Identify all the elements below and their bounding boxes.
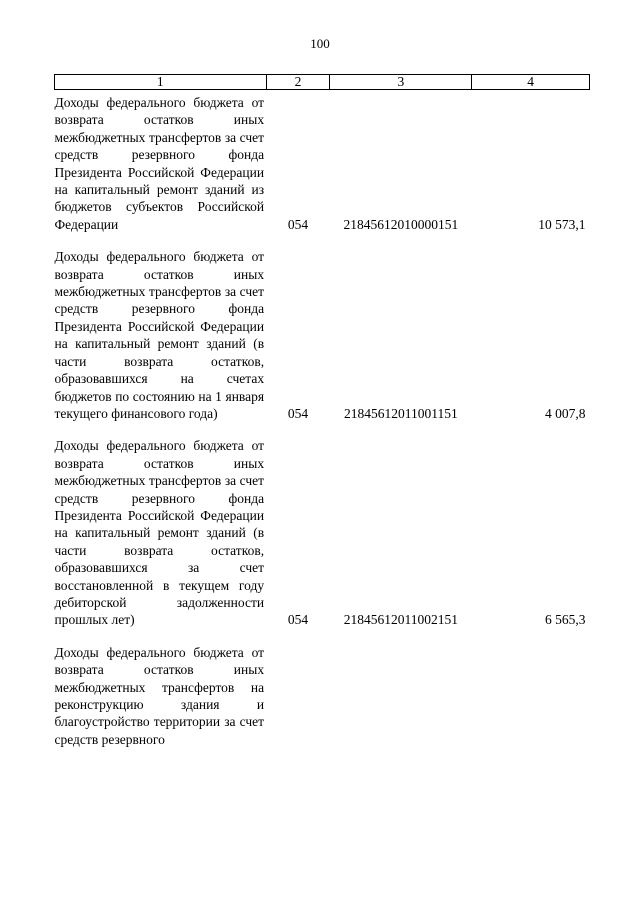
row-kbk — [330, 629, 472, 748]
row-description: Доходы федерального бюджета от возврата остатков иных межбюджетных трансфертов за счет средств резервного фонда Президента Российской Федерации на капитальный ремонт зданий (в части возврата остатков, образовавшихся за счет восстановленной в текущем году дебиторской задолженности прошлых лет) — [54, 438, 265, 628]
table-row — [55, 422, 590, 628]
row-kbk: 21845612010000151 — [343, 216, 459, 232]
row-amount: 6 565,3 — [545, 612, 586, 628]
row-description: Доходы федерального бюджета от возврата остатков иных межбюджетных трансфертов за счет средств резервного фонда Президента Российской Федерации на капитальный ремонт зданий из бюджетов субъектов Российской Федерации — [54, 95, 265, 232]
row-admin-code — [266, 629, 330, 748]
budget-table — [54, 74, 590, 748]
row-kbk: 21845612011001151 — [343, 405, 458, 421]
table-header — [55, 75, 590, 90]
page-number: 100 — [310, 36, 330, 51]
row-amount: 4 007,8 — [545, 405, 586, 421]
column-header-4: 4 — [472, 75, 590, 90]
row-amount: 10 573,1 — [538, 216, 586, 232]
row-admin-code: 054 — [287, 216, 309, 232]
table-row — [55, 629, 590, 748]
row-admin-code: 054 — [287, 612, 309, 628]
column-header-3: 3 — [330, 75, 472, 90]
column-header-1: 1 — [55, 75, 267, 90]
row-description: Доходы федерального бюджета от возврата остатков иных межбюджетных трансфертов за счет средств резервного фонда Президента Российской Федерации на капитальный ремонт зданий (в части возврата остатков, образовавшихся на счетах бюджетов по состоянию на 1 января текущего финансового года) — [54, 249, 265, 421]
row-admin-code: 054 — [287, 405, 309, 421]
table-row — [55, 233, 590, 422]
row-amount — [472, 629, 590, 748]
table-row — [55, 90, 590, 234]
column-header-2: 2 — [266, 75, 330, 90]
row-kbk: 21845612011002151 — [343, 612, 458, 628]
row-description: Доходы федерального бюджета от возврата остатков иных межбюджетных трансфертов на реконструкцию здания и благоустройство территории за счет средств резервного — [54, 644, 265, 747]
